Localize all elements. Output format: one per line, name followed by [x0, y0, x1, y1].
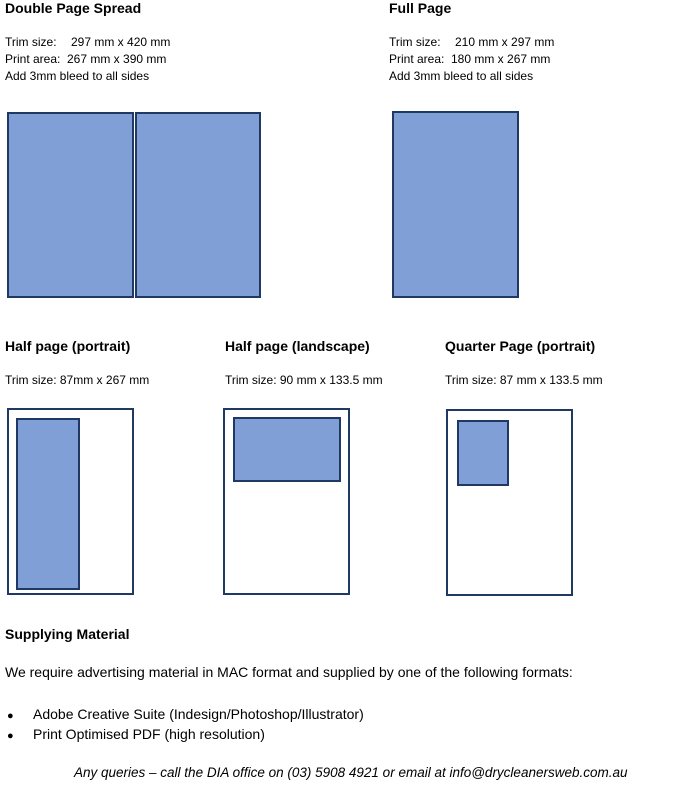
full-page-print-row [389, 51, 554, 68]
full-page-title: Full Page [389, 0, 452, 16]
half-portrait-trim: Trim size: 87mm x 267 mm [5, 373, 150, 387]
quarter-page-title: Quarter Page (portrait) [445, 338, 596, 354]
bullet-icon: ● [7, 710, 14, 722]
double-page-spread-title: Double Page Spread [5, 0, 142, 16]
double-page-bleed-note: Add 3mm bleed to all sides [5, 69, 150, 83]
full-page-trim-row [389, 34, 554, 51]
double-page-print-row [5, 51, 170, 68]
contact-footer: Any queries – call the DIA office on (03) 5908 4921 or email at info@drycleanersweb.com.au [74, 765, 628, 780]
double-page-right-page-diagram [135, 112, 261, 298]
full-page-trim-value: 210 mm x 297 mm [455, 35, 555, 49]
half-landscape-title: Half page (landscape) [225, 338, 370, 354]
half-landscape-page-outline [223, 408, 350, 595]
half-portrait-title: Half page (portrait) [5, 338, 131, 354]
half-landscape-ad-area [233, 417, 341, 482]
double-page-trim-row [5, 34, 170, 51]
double-page-print-value: 267 mm x 390 mm [67, 52, 167, 66]
half-landscape-trim: Trim size: 90 mm x 133.5 mm [225, 373, 383, 387]
list-item-text: Print Optimised PDF (high resolution) [33, 726, 265, 742]
quarter-page-ad-area [457, 420, 509, 486]
bullet-icon: ● [7, 730, 14, 742]
quarter-page-trim: Trim size: 87 mm x 133.5 mm [445, 373, 603, 387]
list-item [5, 704, 364, 724]
full-page-trim-label: Trim size: [389, 35, 441, 49]
half-portrait-ad-area [16, 418, 80, 590]
double-page-spread-specs [5, 34, 170, 85]
full-page-specs [389, 34, 554, 85]
quarter-page-page-outline [446, 409, 573, 596]
half-portrait-page-outline [7, 408, 134, 595]
supplying-format-list [5, 704, 364, 744]
list-item [5, 724, 364, 744]
double-page-left-page-diagram [7, 112, 134, 298]
double-page-trim-value: 297 mm x 420 mm [71, 35, 171, 49]
double-page-trim-label: Trim size: [5, 35, 57, 49]
supplying-material-title: Supplying Material [5, 626, 130, 642]
supplying-material-intro: We require advertising material in MAC format and supplied by one of the following formats: [5, 664, 573, 680]
full-page-print-label: Print area: [389, 52, 445, 66]
full-page-print-value: 180 mm x 267 mm [451, 52, 551, 66]
double-page-print-label: Print area: [5, 52, 61, 66]
full-page-bleed-note: Add 3mm bleed to all sides [389, 69, 534, 83]
full-page-diagram [392, 111, 519, 298]
list-item-text: Adobe Creative Suite (Indesign/Photoshop/Illustrator) [33, 706, 364, 722]
